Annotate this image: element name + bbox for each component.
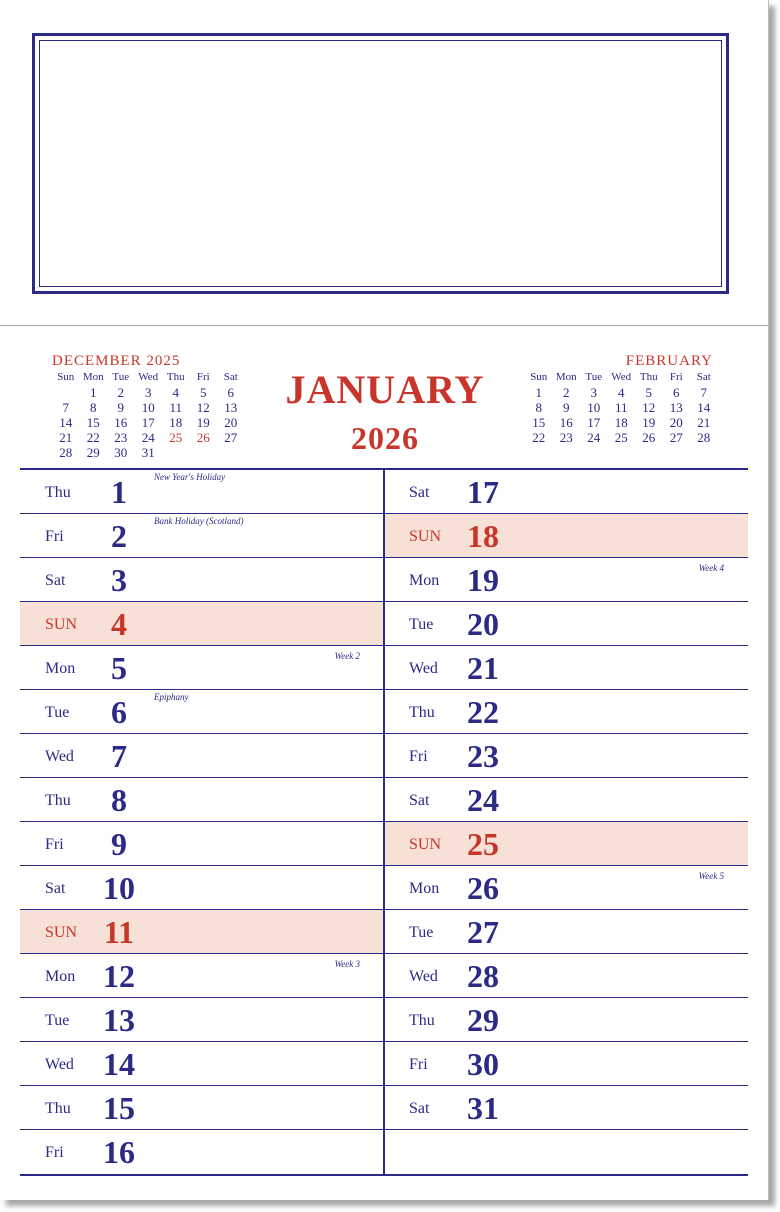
day-row (384, 910, 748, 954)
mini-day-cell: 16 (559, 415, 573, 430)
day-name: Tue (45, 1012, 70, 1029)
week-label: Week 5 (698, 871, 724, 881)
mini-day-cell: 18 (614, 415, 628, 430)
photo-frame-inner-border (39, 40, 722, 287)
day-row (384, 514, 748, 558)
day-name: Sat (409, 1100, 430, 1117)
day-row (384, 1130, 748, 1173)
mini-day-cell: 23 (559, 430, 573, 445)
week-label: Week 4 (698, 563, 724, 573)
days-column-left (20, 468, 384, 1173)
day-row (20, 866, 384, 910)
day-name: Sat (409, 484, 430, 501)
day-name: SUN (409, 836, 442, 853)
mini-day-cell: 9 (563, 400, 570, 415)
day-row (20, 646, 384, 690)
day-name: Tue (45, 704, 70, 721)
day-number: 27 (467, 914, 499, 950)
mini-day-cell: 4 (618, 385, 625, 400)
mini-day-cell: 19 (196, 415, 210, 430)
weekday-header: Sat (223, 371, 238, 383)
day-number: 30 (467, 1046, 499, 1082)
mini-day-cell: 10 (141, 400, 155, 415)
mini-day-cell: 12 (196, 400, 210, 415)
mini-day-cell: 30 (114, 445, 128, 460)
day-row (20, 470, 384, 514)
day-row (384, 690, 748, 734)
mini-day-cell: 11 (614, 400, 628, 415)
day-note: Epiphany (154, 692, 189, 702)
day-number: 26 (467, 870, 499, 906)
day-name: Wed (45, 1056, 74, 1073)
mini-day-cell: 19 (642, 415, 656, 430)
weekday-header: Sat (696, 371, 711, 383)
day-row (20, 558, 384, 602)
day-name: Mon (409, 572, 440, 589)
bottom-rule (20, 1174, 748, 1176)
day-row (384, 734, 748, 778)
mini-day-cell: 22 (86, 430, 100, 445)
day-row (384, 1086, 748, 1130)
mini-day-cell: 17 (587, 415, 601, 430)
day-row (384, 822, 748, 866)
prev-month-title: DECEMBER 2025 (52, 353, 181, 369)
mini-day-cell: 2 (117, 385, 124, 400)
day-name: Fri (45, 1144, 64, 1161)
day-name: Mon (45, 968, 76, 985)
day-name: Sat (45, 880, 66, 897)
weekday-header: Tue (112, 371, 130, 383)
day-row (384, 998, 748, 1042)
mini-day-cell: 12 (642, 400, 656, 415)
photo-frame (32, 33, 729, 294)
mini-day-cell (162, 445, 190, 460)
mini-day-cell: 15 (86, 415, 100, 430)
mini-day-cell: 3 (145, 385, 152, 400)
mini-day-cell: 18 (169, 415, 183, 430)
day-row (384, 954, 748, 998)
mini-day-cell (190, 445, 218, 460)
day-name: Mon (409, 880, 440, 897)
mini-day-cell: 11 (169, 400, 183, 415)
day-number: 7 (111, 738, 127, 774)
mini-day-cell: 14 (697, 400, 711, 415)
day-row (20, 514, 384, 558)
weekday-header: Wed (138, 371, 159, 383)
day-row (20, 910, 384, 954)
mini-day-cell: 6 (673, 385, 680, 400)
weekday-header: Sun (530, 371, 548, 383)
mini-day-cell: 28 (697, 430, 711, 445)
day-number: 2 (111, 518, 127, 554)
mini-day-cell: 10 (587, 400, 601, 415)
day-row (20, 1042, 384, 1086)
day-name: SUN (409, 528, 442, 545)
day-number: 15 (103, 1090, 135, 1126)
mini-day-cell: 26 (642, 430, 656, 445)
year-title: 2026 (351, 420, 419, 456)
day-name: Wed (409, 660, 438, 677)
mini-day-cell: 24 (587, 430, 601, 445)
weekday-header: Sun (57, 371, 75, 383)
mini-day-cell: 28 (59, 445, 73, 460)
column-divider (383, 468, 385, 1175)
day-note: New Year's Holiday (154, 472, 226, 482)
day-row (384, 1042, 748, 1086)
day-row (20, 690, 384, 734)
mini-day-cell: 13 (669, 400, 683, 415)
mini-day-cell: 13 (224, 400, 238, 415)
day-row (20, 734, 384, 778)
mini-day-cell: 9 (117, 400, 124, 415)
day-name: Tue (409, 616, 434, 633)
weekday-header: Fri (196, 371, 210, 383)
day-name: Mon (45, 660, 76, 677)
mini-day-cell: 5 (645, 385, 652, 400)
day-name: Fri (45, 528, 64, 545)
mini-day-cell: 21 (59, 430, 73, 445)
day-number: 14 (103, 1046, 135, 1082)
day-number: 4 (111, 606, 127, 642)
day-number: 18 (467, 518, 499, 554)
next-month-title: FEBRUARY (625, 353, 713, 369)
mini-day-cell: 2 (563, 385, 570, 400)
day-name: Thu (409, 704, 435, 721)
mini-day-cell: 26 (196, 430, 210, 445)
mini-day-cell: 24 (141, 430, 155, 445)
day-number: 1 (111, 474, 127, 510)
day-name: Thu (45, 792, 71, 809)
day-name: Tue (409, 924, 434, 941)
mini-day-cell: 17 (141, 415, 155, 430)
mini-day-cell: 25 (169, 430, 183, 445)
weekday-header: Mon (555, 371, 577, 383)
day-row (384, 602, 748, 646)
day-name: Sat (409, 792, 430, 809)
day-name: Fri (45, 836, 64, 853)
mini-day-cell: 5 (200, 385, 207, 400)
day-number: 11 (103, 914, 135, 950)
prev-month-calendar (52, 352, 242, 460)
day-number: 8 (111, 782, 127, 818)
mini-day-cell: 1 (535, 385, 542, 400)
fold-line (0, 325, 768, 326)
day-row (20, 822, 384, 866)
mini-day-cell: 8 (535, 400, 542, 415)
day-number: 12 (103, 958, 135, 994)
day-name: Wed (409, 968, 438, 985)
week-label: Week 3 (334, 959, 360, 969)
day-row (384, 646, 748, 690)
mini-day-cell: 8 (90, 400, 97, 415)
day-number: 19 (467, 562, 499, 598)
mini-day-cell: 21 (697, 415, 711, 430)
day-name: Wed (45, 748, 74, 765)
day-row (20, 602, 384, 646)
day-name: Fri (409, 748, 428, 765)
day-number: 29 (467, 1002, 499, 1038)
day-name: SUN (45, 924, 78, 941)
next-month-grid (525, 370, 715, 445)
day-name: Fri (409, 1056, 428, 1073)
mini-day-cell: 15 (532, 415, 546, 430)
day-number: 10 (103, 870, 135, 906)
day-row (384, 558, 748, 602)
mini-day-cell (52, 385, 80, 400)
day-row (20, 778, 384, 822)
mini-day-cell (217, 445, 245, 460)
day-row (384, 778, 748, 822)
mini-day-cell: 6 (227, 385, 234, 400)
day-name: Thu (45, 484, 71, 501)
days-column-right (384, 468, 748, 1173)
day-row (384, 470, 748, 514)
day-number: 3 (111, 562, 127, 598)
day-number: 17 (467, 474, 499, 510)
day-note: Bank Holiday (Scotland) (154, 516, 244, 526)
day-name: Thu (409, 1012, 435, 1029)
weekday-header: Thu (639, 371, 658, 383)
day-number: 13 (103, 1002, 135, 1038)
day-number: 22 (467, 694, 499, 730)
day-name: Sat (45, 572, 66, 589)
weekday-header: Fri (669, 371, 683, 383)
day-number: 9 (111, 826, 127, 862)
mini-day-cell: 1 (90, 385, 97, 400)
mini-day-cell: 14 (59, 415, 73, 430)
prev-month-grid (52, 370, 242, 460)
day-name: Thu (45, 1100, 71, 1117)
day-name: SUN (45, 616, 78, 633)
weekday-header: Wed (611, 371, 632, 383)
day-number: 21 (467, 650, 499, 686)
day-number: 25 (467, 826, 499, 862)
day-row (20, 1130, 384, 1173)
day-row (384, 866, 748, 910)
mini-day-cell: 29 (86, 445, 100, 460)
mini-day-cell: 7 (62, 400, 69, 415)
day-number: 24 (467, 782, 499, 818)
mini-day-cell: 20 (224, 415, 238, 430)
next-month-calendar (525, 352, 715, 445)
day-row (20, 1086, 384, 1130)
day-number: 23 (467, 738, 499, 774)
mini-day-cell: 16 (114, 415, 128, 430)
day-row (20, 954, 384, 998)
day-number: 31 (467, 1090, 499, 1126)
weekday-header: Tue (585, 371, 603, 383)
mini-day-cell: 22 (532, 430, 546, 445)
day-number: 6 (111, 694, 127, 730)
mini-day-cell: 20 (669, 415, 683, 430)
day-number: 28 (467, 958, 499, 994)
mini-day-cell: 4 (172, 385, 179, 400)
day-number: 5 (111, 650, 127, 686)
mini-day-cell: 7 (700, 385, 707, 400)
mini-day-cell: 23 (114, 430, 128, 445)
weekday-header: Mon (82, 371, 104, 383)
mini-day-cell: 3 (590, 385, 597, 400)
week-label: Week 2 (334, 651, 360, 661)
day-number: 20 (467, 606, 499, 642)
mini-day-cell: 31 (141, 445, 155, 460)
day-number: 16 (103, 1134, 135, 1170)
weekday-header: Thu (166, 371, 185, 383)
month-title: JANUARY (285, 367, 485, 412)
mini-day-cell: 27 (669, 430, 683, 445)
day-row (20, 998, 384, 1042)
mini-day-cell: 27 (224, 430, 238, 445)
mini-day-cell: 25 (614, 430, 628, 445)
